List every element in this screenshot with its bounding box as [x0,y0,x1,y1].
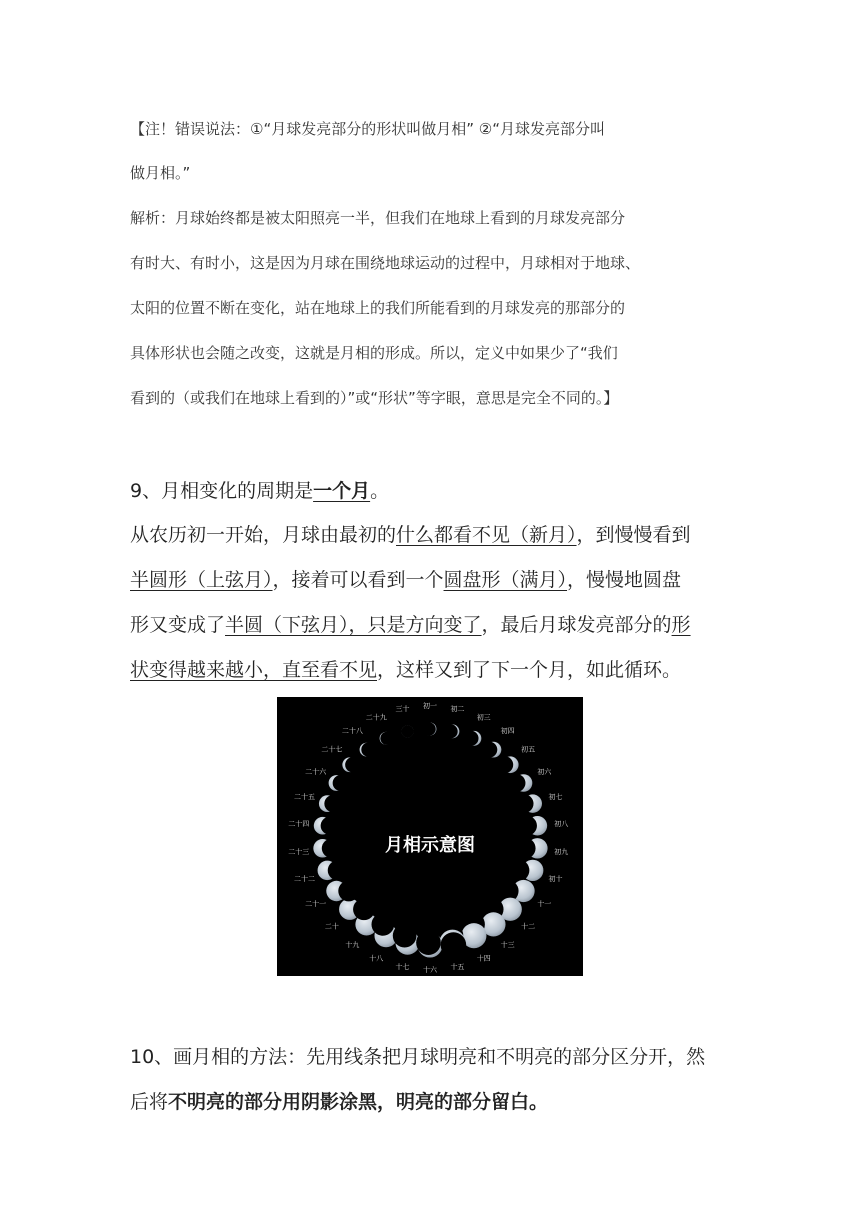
moon-day-label: 二十七 [321,745,343,754]
section10-line-2 [130,1087,548,1114]
moon-phase-24 [314,817,339,835]
moon-phase-23 [313,839,340,858]
note-line-2: 做月相。” [130,164,191,182]
moon-day-label: 初六 [537,768,552,776]
moon-phase-7 [515,794,542,813]
moon-phase-29 [380,732,394,745]
moon-phase-30 [401,725,413,737]
section9-line-1 [130,520,691,547]
moon-day-label: 十三 [500,940,515,949]
section10-line-1: 10、画月相的方法：先用线条把月球明亮和不明亮的部分区分开，然 [130,1046,706,1068]
moon-day-label: 十七 [395,963,410,972]
moon-phase-25 [319,795,341,812]
text-span: ，到慢慢看到 [576,524,691,546]
moon-day-label: 初四 [500,727,515,736]
analysis-line-3: 太阳的位置不断在变化，站在地球上的我们所能看到的月球发亮的那部分的 [130,299,626,317]
analysis-line-1: 解析：月球始终都是被太阳照亮一半，但我们在地球上看到的月球发亮部分 [130,209,626,227]
moon-day-label: 十六 [423,966,437,974]
moon-day-label: 初七 [548,793,563,802]
moon-day-label: 二十三 [288,847,310,856]
moon-day-label: 十五 [450,963,465,972]
moon-phase-5 [496,756,518,773]
moon-phase-10 [508,859,544,881]
moon-phase-diagram [277,697,583,976]
moon-day-label: 十八 [369,954,384,963]
text-span: ，这样又到了下一个月，如此循环。 [377,659,682,681]
moon-day-label: 二十五 [293,793,315,802]
underlined-phrase: 什么都看不见（新月） [396,524,577,546]
analysis-line-5: 看到的（或我们在地球上看到的）”或“形状”等字眼，意思是完全不同的。】 [130,389,619,407]
moon-phase-28 [360,743,376,757]
underlined-phrase: 形 [671,614,691,636]
moon-day-label: 十四 [476,954,491,963]
moon-day-label: 初十 [548,874,563,883]
diagram-title: 月相示意图 [385,835,475,856]
note-line-1: 【注！错误说法：①“月球发亮部分的形状叫做月相” ②“月球发亮部分叫 [130,120,605,138]
moon-phase-9 [515,838,548,859]
moon-phase-22 [318,860,348,880]
moon-phase-27 [342,757,360,772]
moon-phase-6 [508,774,533,792]
moon-day-label: 初八 [554,820,569,829]
moon-day-label: 初三 [476,713,491,722]
section9-line-3 [130,610,691,637]
moon-phase-26 [329,775,349,791]
bold-phrase: 不明亮的部分用阴影涂黑，明亮的部分留白。 [168,1091,549,1113]
analysis-line-2: 有时大、有时小，这是因为月球在围绕地球运动的过程中，月球相对于地球、 [130,254,641,272]
text-span: ，最后月球发亮部分的 [481,614,672,636]
moon-day-label: 二十九 [365,713,387,722]
moon-day-label: 二十二 [293,874,315,883]
moon-phase-20 [339,898,375,920]
moon-phase-8 [517,816,547,836]
moon-day-label: 三十 [395,704,410,713]
moon-phase-2 [444,724,460,738]
moon-phase-4 [481,742,501,758]
moon-day-label: 十一 [537,900,552,908]
moon-phase-21 [326,881,359,902]
underlined-phrase: 半圆（下弦月），只是方向变了 [225,614,482,636]
section9-heading-prefix: 9、月相变化的周期是 [130,480,314,502]
underlined-phrase: 圆盘形（满月） [443,569,568,591]
moon-day-label: 初二 [450,704,465,713]
moon-day-label: 二十六 [305,768,327,776]
underlined-phrase: 半圆形（上弦月） [130,569,273,591]
moon-phase-3 [463,731,481,746]
moon-day-label: 初九 [554,847,569,856]
underlined-phrase: 状变得越来越小，直至看不见 [130,659,378,681]
section9-line-4 [130,655,681,682]
moon-phase-1 [423,722,437,735]
section9-line-2 [130,565,681,592]
moon-day-label: 初五 [521,745,536,754]
analysis-line-4: 具体形状也会随之改变，这就是月相的形成。所以，定义中如果少了“我们 [130,344,618,362]
section9-heading-emphasis: 一个月 [313,480,371,502]
moon-phase-svg [277,697,583,976]
moon-day-label: 二十八 [341,727,363,736]
text-span: ，接着可以看到一个 [272,569,444,591]
text-span: 后将 [130,1091,169,1113]
moon-day-label: 十二 [521,922,536,931]
section9-heading [130,476,389,503]
moon-day-label: 十九 [345,940,360,949]
section9-heading-suffix: 。 [370,480,390,502]
text-span: 形又变成了 [130,614,226,636]
text-span: 从农历初一开始，月球由最初的 [130,524,397,546]
moon-day-label: 二十一 [305,900,327,908]
text-span: ，慢慢地圆盘 [567,569,682,591]
moon-day-label: 初一 [423,702,437,710]
moon-day-label: 二十四 [288,820,310,829]
moon-day-label: 二十 [324,922,339,931]
